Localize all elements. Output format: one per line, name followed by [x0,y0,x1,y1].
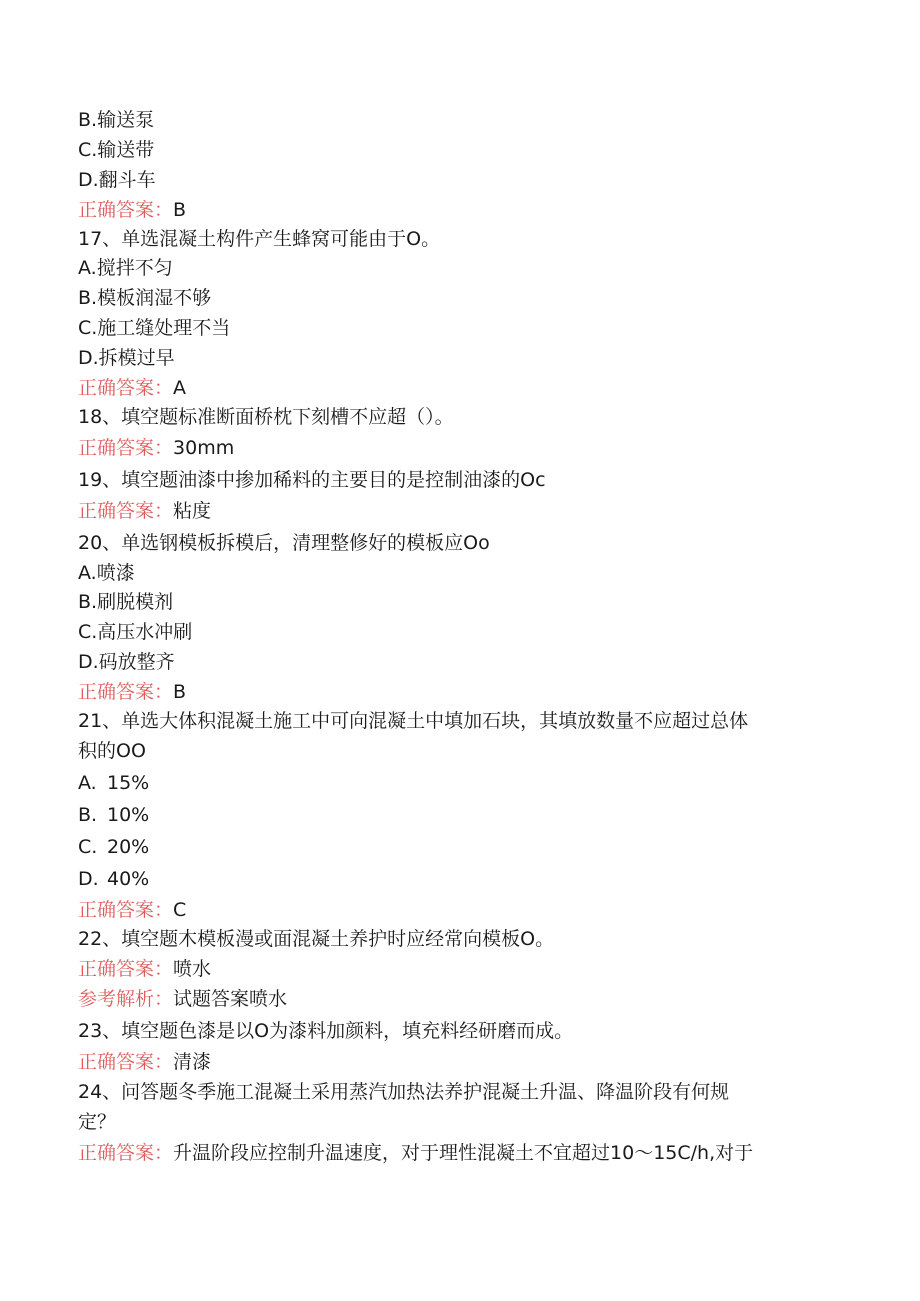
option-line: D.拆模过早 [78,347,175,369]
answer-line: 正确答案：B [78,199,187,221]
answer-line: 正确答案：升温阶段应控制升温速度，对于理性混凝土不宜超过10～15C/h,对于 [78,1142,754,1164]
answer-line: 正确答案：清漆 [78,1051,212,1073]
answer-line: 正确答案：A [78,377,187,399]
answer-line: 正确答案：B [78,681,187,703]
answer-line: 正确答案：粘度 [78,500,212,522]
answer-label: 正确答案： [78,500,174,522]
option-line: B.输送泵 [78,109,155,131]
option-line: A.搅拌不匀 [78,257,173,279]
analysis-line: 参考解析：试题答案喷水 [78,988,288,1010]
question-line: 21、单选大体积混凝土施工中可向混凝土中填加石块，其填放数量不应超过总体 [78,710,749,732]
question-line: 18、填空题标准断面桥枕下刻槽不应超（）。 [78,406,454,428]
question-line: 定？ [78,1111,117,1133]
option-line: C. 20% [78,836,150,858]
answer-label: 正确答案： [78,899,174,921]
question-line: 24、问答题冬季施工混凝土采用蒸汽加热法养护混凝土升温、降温阶段有何规 [78,1081,730,1103]
question-line: 23、填空题色漆是以O为漆料加颜料，填充料经研磨而成。 [78,1020,574,1042]
question-line: 17、单选混凝土构件产生蜂窝可能由于O。 [78,228,441,250]
option-line: D. 40% [78,868,150,890]
option-line: B.刷脱模剂 [78,591,174,613]
answer-label: 正确答案： [78,681,174,703]
option-line: B. 10% [78,804,150,826]
option-line: D.翻斗车 [78,169,156,191]
answer-line: 正确答案：30mm [78,437,235,459]
question-line: 19、填空题油漆中掺加稀料的主要目的是控制油漆的Oc [78,469,546,491]
answer-label: 正确答案： [78,958,174,980]
answer-line: 正确答案：C [78,899,187,921]
answer-line: 正确答案：喷水 [78,958,212,980]
answer-label: 正确答案： [78,1051,174,1073]
question-line: 20、单选钢模板拆模后，清理整修好的模板应Oo [78,532,490,554]
analysis-label: 参考解析： [78,988,174,1010]
option-line: C.高压水冲刷 [78,621,193,643]
answer-label: 正确答案： [78,377,174,399]
option-line: A. 15% [78,772,150,794]
answer-label: 正确答案： [78,437,174,459]
option-line: D.码放整齐 [78,651,175,673]
answer-label: 正确答案： [78,1142,174,1164]
question-line: 22、填空题木模板漫或面混凝土养护时应经常向模板O。 [78,928,555,950]
question-line: 积的OO [78,740,146,762]
answer-label: 正确答案： [78,199,174,221]
option-line: B.模板润湿不够 [78,287,212,309]
option-line: A.喷漆 [78,562,135,584]
option-line: C.输送带 [78,139,155,161]
option-line: C.施工缝处理不当 [78,317,231,339]
